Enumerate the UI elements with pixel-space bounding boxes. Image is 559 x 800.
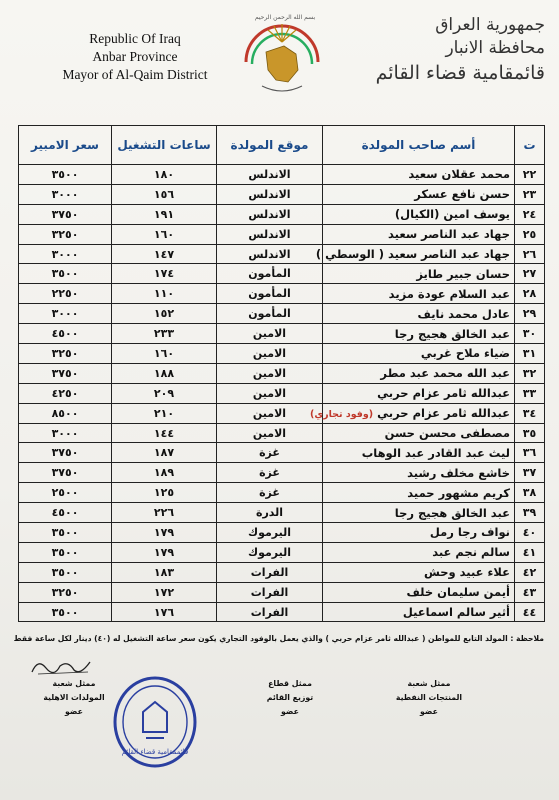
generator-location: اليرموك <box>217 523 323 543</box>
table-row <box>19 582 545 602</box>
operating-hours: ١٦٠ <box>112 344 217 364</box>
ampere-price: ٣٢٥٠ <box>19 582 112 602</box>
generator-location: الامين <box>217 423 323 443</box>
table-row <box>19 383 545 403</box>
owner-name: عبد السلام عودة مزيد <box>388 286 510 301</box>
arabic-header <box>375 14 545 86</box>
ampere-price: ٣٥٠٠ <box>19 542 112 562</box>
col-header-price: سعر الامبير <box>19 126 112 165</box>
ampere-price: ٣٥٠٠ <box>19 523 112 543</box>
operating-hours: ١٦٠ <box>112 224 217 244</box>
operating-hours: ١٤٤ <box>112 423 217 443</box>
iraq-emblem-logo <box>232 12 332 102</box>
row-number: ٤٤ <box>515 602 545 622</box>
table-row <box>19 284 545 304</box>
ampere-price: ٣٥٠٠ <box>19 264 112 284</box>
row-number: ٢٩ <box>515 304 545 324</box>
generator-location: الامين <box>217 383 323 403</box>
col-header-name: أسم صاحب المولدة <box>323 126 515 165</box>
basmala-text: بسم الله الرحمن الرحيم <box>254 14 316 21</box>
owner-name: ليث عبد القادر عبد الوهاب <box>361 445 510 460</box>
operating-hours: ١٨٨ <box>112 363 217 383</box>
operating-hours: ١٧٩ <box>112 542 217 562</box>
ampere-price: ٣٢٥٠ <box>19 344 112 364</box>
owner-name: علاء عبيد وحش <box>423 565 510 580</box>
generator-location: المأمون <box>217 264 323 284</box>
generator-location: الفرات <box>217 562 323 582</box>
generator-location: غزة <box>217 463 323 483</box>
row-number: ٣٠ <box>515 324 545 344</box>
header-country: Republic Of Iraq <box>89 31 181 46</box>
owner-name-cell <box>323 443 515 463</box>
table-row <box>19 304 545 324</box>
sig-left-dept: المولدات الاهلية <box>43 693 105 702</box>
owner-name: عبدالله ثامر عزام حربي <box>377 406 510 421</box>
operating-hours: ١٩١ <box>112 204 217 224</box>
table-row <box>19 224 545 244</box>
row-number: ٢٨ <box>515 284 545 304</box>
ampere-price: ٤٢٥٠ <box>19 383 112 403</box>
row-number: ٢٤ <box>515 204 545 224</box>
table-row <box>19 463 545 483</box>
ampere-price: ٣٧٥٠ <box>19 443 112 463</box>
generator-location: غزة <box>217 443 323 463</box>
generator-location: الامين <box>217 403 323 423</box>
generator-location: الاندلس <box>217 244 323 264</box>
official-stamp <box>110 672 200 772</box>
operating-hours: ١٧٤ <box>112 264 217 284</box>
operating-hours: ١٥٦ <box>112 184 217 204</box>
table-row <box>19 264 545 284</box>
table-row <box>19 542 545 562</box>
owner-name: أثير سالم اسماعيل <box>402 605 510 620</box>
signature-block-generators <box>34 677 114 719</box>
operating-hours: ٢٢٦ <box>112 503 217 523</box>
table-header-row <box>19 126 545 165</box>
operating-hours: ٢٠٩ <box>112 383 217 403</box>
operating-hours: ١٧٢ <box>112 582 217 602</box>
ampere-price: ٣٠٠٠ <box>19 423 112 443</box>
signature-block-distribution <box>250 677 330 719</box>
row-number: ٣٢ <box>515 363 545 383</box>
sig-mid-title: ممثل قطاع <box>268 679 312 688</box>
col-header-num: ت <box>515 126 545 165</box>
ampere-price: ٣٥٠٠ <box>19 602 112 622</box>
operating-hours: ١٥٢ <box>112 304 217 324</box>
owner-name-cell <box>310 403 515 423</box>
owner-name: عبد الله محمد عبد مطر <box>380 366 510 381</box>
ampere-price: ٤٥٠٠ <box>19 324 112 344</box>
sig-right-dept: المنتجات النفطية <box>395 693 463 702</box>
owner-name: نواف رجا رمل <box>429 525 510 540</box>
stamp-text: قائممقامية قضاء القائم <box>121 748 189 756</box>
generator-location: المأمون <box>217 304 323 324</box>
ampere-price: ٣٧٥٠ <box>19 363 112 383</box>
owner-name: عبد الخالق هجيج رجا <box>394 326 510 341</box>
sig-left-role: عضو <box>65 707 83 716</box>
table-row <box>19 184 545 204</box>
row-number: ٣٩ <box>515 503 545 523</box>
signature-block-oil <box>389 677 469 719</box>
ampere-price: ٣٠٠٠ <box>19 184 112 204</box>
table-row <box>19 423 545 443</box>
owner-name: حسن نافع عسكر <box>414 187 510 202</box>
ampere-price: ٨٥٠٠ <box>19 403 112 423</box>
owner-name: ضياء ملاح غربي <box>420 346 510 361</box>
owner-name-cell <box>323 224 515 244</box>
header-district: Mayor of Al-Qaim District <box>62 67 208 82</box>
generator-location: الدرة <box>217 503 323 523</box>
owner-name-cell <box>323 503 515 523</box>
table-row <box>19 204 545 224</box>
ampere-price: ٤٥٠٠ <box>19 503 112 523</box>
header-ar-country: جمهورية العراق <box>435 15 545 35</box>
table-row <box>19 503 545 523</box>
generator-location: غزة <box>217 483 323 503</box>
table-row <box>19 443 545 463</box>
row-number: ٤٣ <box>515 582 545 602</box>
generator-location: الاندلس <box>217 224 323 244</box>
generator-location: الفرات <box>217 602 323 622</box>
generator-location: الاندلس <box>217 204 323 224</box>
table-row <box>19 403 545 423</box>
owner-name-cell <box>323 602 515 622</box>
ampere-price: ٣٢٥٠ <box>19 224 112 244</box>
owner-name: جهاد عبد الناصر سعيد <box>388 227 510 242</box>
owner-name-cell <box>323 363 515 383</box>
row-number: ٣٤ <box>515 403 545 423</box>
header-ar-province: محافظة الانبار <box>445 38 545 58</box>
owner-name-cell <box>323 344 515 364</box>
table-row <box>19 523 545 543</box>
ampere-price: ٣٥٠٠ <box>19 562 112 582</box>
owner-name-cell <box>323 562 515 582</box>
col-header-hours: ساعات التشغيل <box>112 126 217 165</box>
table-row <box>19 562 545 582</box>
operating-hours: ١١٠ <box>112 284 217 304</box>
row-number: ٣٣ <box>515 383 545 403</box>
row-number: ٣٥ <box>515 423 545 443</box>
owner-name: كريم مشهور حميد <box>407 485 510 500</box>
operating-hours: ٢٣٣ <box>112 324 217 344</box>
row-number: ٢٢ <box>515 165 545 185</box>
table-row <box>19 483 545 503</box>
table-row <box>19 324 545 344</box>
col-header-location: موقع المولدة <box>217 126 323 165</box>
generator-location: المأمون <box>217 284 323 304</box>
generator-location: الامين <box>217 363 323 383</box>
owner-name: عبدالله ثامر عزام حربي <box>377 386 510 401</box>
row-number: ٤٢ <box>515 562 545 582</box>
owner-name: مصطفى محسن حسن <box>384 426 510 441</box>
footnote: ملاحظة : المولد التابع للمواطن ( عبدالله ثامر عزام حربي ) والذي يعمل بالوفود التجاري يكون سعر ساعة التشغيل له (٤٠) دينار لكل ساعة فقط <box>13 634 544 643</box>
row-number: ٤١ <box>515 542 545 562</box>
row-number: ٢٦ <box>515 244 545 264</box>
ampere-price: ٢٢٥٠ <box>19 284 112 304</box>
sig-right-title: ممثل شعبة <box>407 679 451 688</box>
row-number: ٣٦ <box>515 443 545 463</box>
owner-name: يوسف امين (الكيال) <box>394 207 510 222</box>
row-number: ٣٨ <box>515 483 545 503</box>
generator-location: الاندلس <box>217 165 323 185</box>
table-row <box>19 344 545 364</box>
table-row <box>19 244 545 264</box>
row-number: ٢٧ <box>515 264 545 284</box>
owner-name: عادل محمد نايف <box>417 306 510 321</box>
row-number: ٣١ <box>515 344 545 364</box>
owner-name-cell <box>323 304 515 324</box>
owner-name: أيمن سليمان خلف <box>406 585 510 600</box>
operating-hours: ١٤٧ <box>112 244 217 264</box>
owner-name: عبد الخالق هجيج رجا <box>394 505 510 520</box>
owner-name-cell <box>323 204 515 224</box>
owner-name-cell <box>323 523 515 543</box>
row-number: ٣٧ <box>515 463 545 483</box>
table-body <box>19 165 545 622</box>
sig-mid-role: عضو <box>281 707 299 716</box>
ampere-price: ٣٠٠٠ <box>19 244 112 264</box>
ampere-price: ٣٥٠٠ <box>19 165 112 185</box>
operating-hours: ١٨٩ <box>112 463 217 483</box>
table-row <box>19 363 545 383</box>
sig-left-title: ممثل شعبة <box>52 679 96 688</box>
generators-table <box>18 125 545 622</box>
owner-name-cell <box>323 264 515 284</box>
owner-name-cell <box>323 542 515 562</box>
sig-mid-dept: توزيع القائم <box>266 693 314 702</box>
owner-name-cell <box>323 324 515 344</box>
row-number: ٢٥ <box>515 224 545 244</box>
generator-location: الفرات <box>217 582 323 602</box>
generator-location: الامين <box>217 324 323 344</box>
table-row <box>19 602 545 622</box>
operating-hours: ١٧٦ <box>112 602 217 622</box>
owner-name: حسان جبير طايز <box>416 266 510 281</box>
ampere-price: ٣٧٥٠ <box>19 204 112 224</box>
header-province: Anbar Province <box>92 49 178 64</box>
row-number: ٢٣ <box>515 184 545 204</box>
owner-name-cell <box>323 463 515 483</box>
owner-name-cell <box>323 284 515 304</box>
generator-location: اليرموك <box>217 542 323 562</box>
owner-name-cell <box>323 383 515 403</box>
sig-right-role: عضو <box>420 707 438 716</box>
owner-name: جهاد عبد الناصر سعيد ( الوسطي ) <box>315 247 510 261</box>
ampere-price: ٣٠٠٠ <box>19 304 112 324</box>
owner-name-cell <box>315 244 515 264</box>
operating-hours: ١٨٧ <box>112 443 217 463</box>
owner-name-cell <box>323 582 515 602</box>
table-row <box>19 165 545 185</box>
operating-hours: ١٢٥ <box>112 483 217 503</box>
generator-location: الاندلس <box>217 184 323 204</box>
owner-name-cell <box>323 423 515 443</box>
ampere-price: ٣٧٥٠ <box>19 463 112 483</box>
operating-hours: ١٧٩ <box>112 523 217 543</box>
owner-name: خاشع مخلف رشيد <box>407 465 510 480</box>
header-ar-district: قائمقامية قضاء القائم <box>375 62 545 84</box>
commercial-tag: (وفود تجاري) <box>310 409 374 421</box>
row-number: ٤٠ <box>515 523 545 543</box>
ampere-price: ٢٥٠٠ <box>19 483 112 503</box>
operating-hours: ٢١٠ <box>112 403 217 423</box>
owner-name: محمد عقلان سعيد <box>408 167 510 182</box>
owner-name: سالم نجم عبد <box>432 545 510 560</box>
operating-hours: ١٨٣ <box>112 562 217 582</box>
owner-name-cell <box>323 483 515 503</box>
english-header <box>40 30 230 84</box>
owner-name-cell <box>323 184 515 204</box>
generator-location: الامين <box>217 344 323 364</box>
owner-name-cell <box>323 165 515 185</box>
operating-hours: ١٨٠ <box>112 165 217 185</box>
